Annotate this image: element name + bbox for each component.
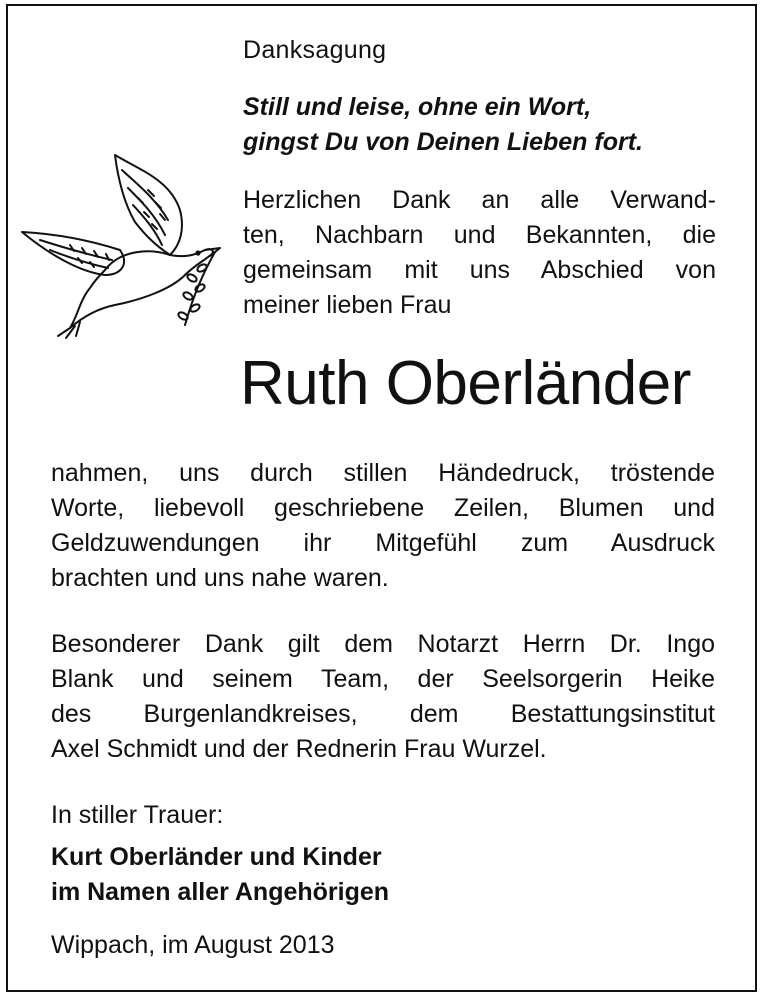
thanks-line: brachten und uns nahe waren. [51,564,389,592]
place-and-date: Wippach, im August 2013 [51,931,335,959]
closing-label: In stiller Trauer: [51,801,224,829]
intro-line: Herzlichen Dank an alle Verwand- [243,186,716,214]
motto-line: gingst Du von Deinen Lieben fort. [243,128,643,156]
motto-verse [243,90,713,160]
signers [51,840,389,910]
signer-line: Kurt Oberländer und Kinder [51,843,382,871]
thanks-line: Geldzuwendungen ihr Mitgefühl zum Ausdruck [51,529,715,557]
special-thanks-paragraph [51,627,715,767]
special-thanks-line: Blank und seinem Team, der Seelsorgerin Heike [51,665,715,693]
special-thanks-line: Besonderer Dank gilt dem Notarzt Herrn Dr. Ingo [51,630,715,658]
intro-line: ten, Nachbarn und Bekannten, die [243,221,716,249]
signer-line: im Namen aller Angehörigen [51,878,390,906]
deceased-name: Ruth Oberländer [240,349,691,418]
special-thanks-line: Axel Schmidt und der Rednerin Frau Wurzel. [51,735,547,763]
thanks-paragraph [51,456,715,596]
intro-paragraph [243,183,716,323]
intro-line: gemeinsam mit uns Abschied von [243,256,716,284]
dove-with-olive-branch-icon [20,150,235,340]
intro-line: meiner lieben Frau [243,291,452,319]
notice-heading: Danksagung [243,36,387,64]
thanks-line: Worte, liebevoll geschriebene Zeilen, Blumen und [51,494,715,522]
thanks-line: nahmen, uns durch stillen Händedruck, tröstende [51,459,715,487]
special-thanks-line: des Burgenlandkreises, dem Bestattungsinstitut [51,700,715,728]
motto-line: Still und leise, ohne ein Wort, [243,93,592,121]
